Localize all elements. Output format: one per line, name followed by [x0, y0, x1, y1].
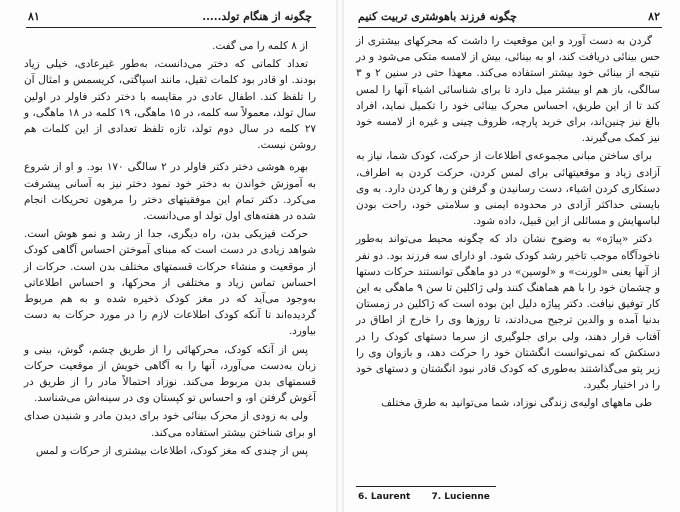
page-number-right: ۸۲: [648, 10, 660, 23]
book-gutter: [336, 0, 344, 512]
paragraph: ولی به زودی از محرک بینائی خود برای دیدن مادر و شنیدن صدای او برای شناختن بیشتر استفاده می‌کند.: [24, 410, 316, 439]
paragraph: پس از چندی که مغز کودک، اطلاعات بیشتری از حرکات و لمس: [35, 444, 308, 457]
running-title-right: چگونه فرزند باهوشتری تربیت کنیم: [358, 10, 517, 23]
paragraph: گردن به دست آورد و این موقعیت را داشت که محرکهای بیشتری از حس بینائی دریافت کند، او به بینائی، بیش از لامسه متکی می‌شود و در نتیجه از بینائی خود بیشتر استفاده می‌کند. معهذا حتی در سنین ۲ و ۳ سالگی، باز هم او بیشتر میل دارد تا برای شناسائی اشیاء آنها را لمس کند تا از این طریق، احساس محرک بینائی خود را تکمیل نماید، افراد بالغ نیز چنین‌اند، برای خرید پارچه، ظروف چینی و غیره از لامسه خود نیز کمک می‌گیرند.: [356, 35, 660, 145]
paragraph: طی ماههای اولیه‌ی زندگی نوزاد، شما می‌توانید به طرق مختلف: [381, 397, 652, 410]
paragraph: پس از آنکه کودک، محرکهائی را از طریق چشم، گوش، بینی و زبان به‌دست می‌آورد، آنها را به آگاهی خویش از موقعیت حرکات قسمتهای بدن مربوط می‌کند. نوزاد احتمالاً مادر را از طریق در آغوش گرفتن او، و احساس تو کپستان وی در سینه‌اش می‌شناسد.: [24, 343, 316, 405]
left-page: [0, 0, 336, 512]
footnote: 7. Lucienne: [431, 492, 490, 502]
left-page-body: [24, 38, 316, 461]
paragraph: بهره هوشی دختر دکتر فاولر در ۲ سالگی ۱۷۰ بود. و او از شروع به آموزش خواندن به دختر خود نمود دختر نیز به آسانی پیشرفت می‌کرد. دکتر تمام این موفقیتهای دختر را مرهون تحریکات انجام شده در هفته‌های اول تولد او می‌دانست.: [24, 161, 316, 223]
header-rule-left: [26, 27, 316, 28]
footnotes: [358, 492, 508, 502]
header-rule-right: [358, 27, 662, 28]
running-title-left: چگونه از هنگام تولد.....: [202, 10, 312, 23]
right-page: [344, 0, 680, 512]
page-number-left: ۸۱: [28, 10, 40, 23]
paragraph: برای ساختن مبانی مجموعه‌ی اطلاعات از حرکت، کودک شما، نیاز به آزادی زیاد و موقعیتهائی برای لمس کردن، حرکت کردن به اطراف، دستکاری کردن اشیاء، دست رسانیدن و گرفتن و رها کردن دارد. به وی بایستی حداکثر آزادی در محدوده ایمنی و سلامتی خود، راحت بودن لباسهایش و مسائلی از این قبیل، داده شود.: [356, 150, 660, 228]
paragraph: تعداد کلماتی که دختر می‌دانست، به‌طور غیرعادی، خیلی زیاد بودند. او قادر بود کلمات ثقیل، مانند اسپاگتی، کریسمس و امثال آن را تلفظ کند. اطفال عادی در مقایسه با دختر دکتر فاولر در اولین سال تولد، معمولاً سه کلمه، در ۱۵ ماهگی، ۱۹ کلمه در ۱۸ ماهگی، و ۲۷ کلمه در سال دوم تولد، تازه تلفظ تعدادی از این کلمات هم روشن نیست.: [24, 58, 316, 152]
paragraph: دکتر «پیاژه» به وضوح نشان داد که چگونه محیط می‌تواند به‌طور ناخودآگاه موجب تاخیر رشد کودک شود. او دارای سه فرزند بود. دو نفر از آنها یعنی «لورنت» و «لوسین» در دو ماهگی توانستند حرکات دستها و چشمان خود را با هم هماهنگ کنند ولی ژاکلین تا سن ۹ ماهگی به این کار توفیق نیافت. دکتر پیاژه دلیل این بوده است که ژاکلین در زمستان بدنیا آمده و والدین ترجیح می‌دادند، تا روزها وی را خارج از اطاق در آفتاب قرار دهند، ولی برای جلوگیری از سرما دستهای کودک را در دستکش که نمی‌توانست انگشتان خود را حرکت دهد، و بازوان وی را زیر پتو می‌گذاشتند به‌طوری که کودک قادر نبود انگشتان و دستهای خود را در اختیار بگیرد.: [356, 233, 660, 392]
paragraph: حرکت فیزیکی بدن، راه دیگری، جدا از رشد و نمو هوش است. شواهد زیادی در دست است که مبنای آموختن احساس آگاهی کودک از موقعیت و منشاء حرکات قسمتهای مختلف بدن است. حرکات از احساس تماس زیاد و مختلفی از محرکها، و احساس اطلاعاتی به‌وجود می‌آید که در مغز کودک ذخیره شده و به هم مربوط گردیده‌اند تا آنکه کودک اطلاعات لازم را در مورد حرکات به دست بیاورد.: [24, 228, 316, 338]
footnote: 6. Laurent: [358, 492, 411, 502]
paragraph: از ۸ کلمه را می گفت.: [212, 40, 308, 52]
right-page-body: [356, 33, 660, 414]
footnote-rule: [356, 486, 496, 487]
